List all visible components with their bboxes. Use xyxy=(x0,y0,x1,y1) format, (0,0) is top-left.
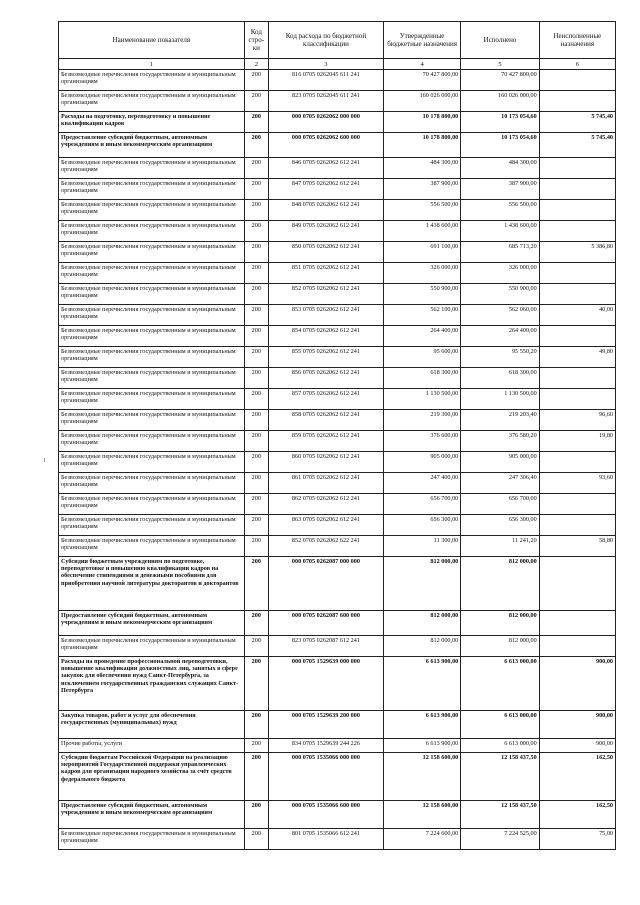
line-code-cell: 200 xyxy=(244,494,268,515)
executed-amount-cell: 905 000,00 xyxy=(461,452,539,473)
unexecuted-amount-cell: 93,60 xyxy=(539,473,615,494)
budget-code-cell: 860 0705 0262062 612 241 xyxy=(268,452,383,473)
indicator-name-cell: Безвозмездные перечисления государственным и муниципальным организациям xyxy=(59,515,245,536)
line-code-cell: 200 xyxy=(244,133,268,158)
table-row xyxy=(59,112,616,133)
line-code-cell: 200 xyxy=(244,368,268,389)
indicator-name-cell: Безвозмездные перечисления государственным и муниципальным организациям xyxy=(59,410,245,431)
unexecuted-amount-cell xyxy=(539,70,615,91)
executed-amount-cell: 264 400,00 xyxy=(461,326,539,347)
line-code-cell: 200 xyxy=(244,711,268,739)
budget-code-cell: 000 0705 1535066 600 000 xyxy=(268,801,383,829)
table-row xyxy=(59,410,616,431)
budget-code-cell: 816 0705 0262045 611 241 xyxy=(268,70,383,91)
line-code-cell: 200 xyxy=(244,221,268,242)
executed-amount-cell: 247 306,40 xyxy=(461,473,539,494)
indicator-name-cell: Субсидии бюджетам Российской Федерации на реализацию мероприятий Государственной поддержки управленческих кадров для организации народного хозяйства за счёт средств федерального бюджета xyxy=(59,753,245,801)
approved-amount-cell: 1 130 500,00 xyxy=(383,389,460,410)
budget-code-cell: 847 0705 0262062 612 241 xyxy=(268,179,383,200)
line-code-cell: 200 xyxy=(244,636,268,657)
budget-code-cell: 863 0705 0262062 612 241 xyxy=(268,515,383,536)
budget-code-cell: 823 0705 0262087 612 241 xyxy=(268,636,383,657)
table-row xyxy=(59,305,616,326)
indicator-name-cell: Предоставление субсидий бюджетным, автономным учреждениям и иным некоммерческим организациям xyxy=(59,611,245,636)
executed-amount-cell: 562 060,00 xyxy=(461,305,539,326)
line-code-cell: 200 xyxy=(244,739,268,753)
unexecuted-amount-cell: 49,80 xyxy=(539,347,615,368)
indicator-name-cell: Безвозмездные перечисления государственным и муниципальным организациям xyxy=(59,221,245,242)
line-code-cell: 200 xyxy=(244,305,268,326)
executed-amount-cell: 1 438 600,00 xyxy=(461,221,539,242)
header-indicator-name: Наименование показателя xyxy=(59,22,245,59)
table-row xyxy=(59,611,616,636)
budget-code-cell: 000 0705 0262062 600 000 xyxy=(268,133,383,158)
executed-amount-cell: 6 613 000,00 xyxy=(461,657,539,711)
unexecuted-amount-cell: 40,00 xyxy=(539,305,615,326)
unexecuted-amount-cell xyxy=(539,389,615,410)
table-row xyxy=(59,326,616,347)
approved-amount-cell: 12 158 600,00 xyxy=(383,801,460,829)
table-row xyxy=(59,221,616,242)
table-row xyxy=(59,829,616,850)
line-code-cell: 200 xyxy=(244,801,268,829)
table-row xyxy=(59,179,616,200)
indicator-name-cell: Безвозмездные перечисления государственным и муниципальным организациям xyxy=(59,158,245,179)
header-budget-code: Код расхода по бюджетной классификации xyxy=(268,22,383,59)
budget-code-cell: 856 0705 0262062 612 241 xyxy=(268,368,383,389)
budget-code-cell: 801 0705 1535066 612 241 xyxy=(268,829,383,850)
approved-amount-cell: 562 100,00 xyxy=(383,305,460,326)
line-code-cell: 200 xyxy=(244,91,268,112)
line-code-cell: 200 xyxy=(244,611,268,636)
executed-amount-cell: 12 158 437,50 xyxy=(461,753,539,801)
unexecuted-amount-cell xyxy=(539,221,615,242)
table-row xyxy=(59,452,616,473)
table-row xyxy=(59,389,616,410)
approved-amount-cell: 10 178 800,00 xyxy=(383,133,460,158)
approved-amount-cell: 7 224 600,00 xyxy=(383,829,460,850)
column-number: 6 xyxy=(539,59,615,70)
indicator-name-cell: Безвозмездные перечисления государственным и муниципальным организациям xyxy=(59,91,245,112)
budget-code-cell: 850 0705 0262062 612 241 xyxy=(268,242,383,263)
indicator-name-cell: Безвозмездные перечисления государственным и муниципальным организациям xyxy=(59,494,245,515)
approved-amount-cell: 11 300,00 xyxy=(383,536,460,557)
unexecuted-amount-cell: 5 386,80 xyxy=(539,242,615,263)
table-row xyxy=(59,242,616,263)
line-code-cell: 200 xyxy=(244,557,268,611)
line-code-cell: 200 xyxy=(244,753,268,801)
unexecuted-amount-cell xyxy=(539,179,615,200)
line-code-cell: 200 xyxy=(244,657,268,711)
line-code-cell: 200 xyxy=(244,284,268,305)
executed-amount-cell: 387 900,00 xyxy=(461,179,539,200)
table-row xyxy=(59,557,616,611)
line-code-cell: 200 xyxy=(244,515,268,536)
executed-amount-cell: 656 300,00 xyxy=(461,515,539,536)
budget-code-cell: 846 0705 0262062 612 241 xyxy=(268,158,383,179)
indicator-name-cell: Безвозмездные перечисления государственным и муниципальным организациям xyxy=(59,368,245,389)
header-unexecuted: Неисполненные назначения xyxy=(539,22,615,59)
approved-amount-cell: 160 026 000,00 xyxy=(383,91,460,112)
approved-amount-cell: 264 400,00 xyxy=(383,326,460,347)
line-code-cell: 200 xyxy=(244,326,268,347)
approved-amount-cell: 812 000,00 xyxy=(383,636,460,657)
indicator-name-cell: Расходы на подготовку, переподготовку и повышение квалификации кадров xyxy=(59,112,245,133)
budget-code-cell: 848 0705 0262062 612 241 xyxy=(268,200,383,221)
table-row xyxy=(59,263,616,284)
approved-amount-cell: 326 000,00 xyxy=(383,263,460,284)
unexecuted-amount-cell xyxy=(539,452,615,473)
unexecuted-amount-cell xyxy=(539,91,615,112)
table-row xyxy=(59,711,616,739)
approved-amount-cell: 812 000,00 xyxy=(383,557,460,611)
approved-amount-cell: 618 300,00 xyxy=(383,368,460,389)
indicator-name-cell: Предоставление субсидий бюджетным, автономным учреждениям и иным некоммерческим организациям xyxy=(59,801,245,829)
indicator-name-cell: Предоставление субсидий бюджетным, автономным учреждениям и иным некоммерческим организациям xyxy=(59,133,245,158)
executed-amount-cell: 6 613 000,00 xyxy=(461,739,539,753)
line-code-cell: 200 xyxy=(244,410,268,431)
approved-amount-cell: 95 600,00 xyxy=(383,347,460,368)
unexecuted-amount-cell: 19,80 xyxy=(539,431,615,452)
indicator-name-cell: Безвозмездные перечисления государственным и муниципальным организациям xyxy=(59,263,245,284)
header-executed: Исполнено xyxy=(461,22,539,59)
approved-amount-cell: 656 300,00 xyxy=(383,515,460,536)
table-row xyxy=(59,200,616,221)
executed-amount-cell: 812 000,00 xyxy=(461,557,539,611)
unexecuted-amount-cell: 900,00 xyxy=(539,657,615,711)
line-code-cell: 200 xyxy=(244,112,268,133)
unexecuted-amount-cell xyxy=(539,515,615,536)
approved-amount-cell: 219 300,00 xyxy=(383,410,460,431)
executed-amount-cell: 618 300,00 xyxy=(461,368,539,389)
column-number: 4 xyxy=(383,59,460,70)
budget-code-cell: 852 0705 0262062 612 241 xyxy=(268,284,383,305)
unexecuted-amount-cell: 5 745,40 xyxy=(539,133,615,158)
indicator-name-cell: Безвозмездные перечисления государственным и муниципальным организациям xyxy=(59,431,245,452)
approved-amount-cell: 6 613 900,00 xyxy=(383,657,460,711)
budget-code-cell: 823 0705 0262045 611 241 xyxy=(268,91,383,112)
budget-code-cell: 854 0705 0262062 612 241 xyxy=(268,326,383,347)
table-row xyxy=(59,753,616,801)
unexecuted-amount-cell xyxy=(539,200,615,221)
executed-amount-cell: 484 300,00 xyxy=(461,158,539,179)
approved-amount-cell: 691 100,00 xyxy=(383,242,460,263)
budget-code-cell: 857 0705 0262062 612 241 xyxy=(268,389,383,410)
table-row xyxy=(59,284,616,305)
indicator-name-cell: Безвозмездные перечисления государственным и муниципальным организациям xyxy=(59,536,245,557)
unexecuted-amount-cell: 900,00 xyxy=(539,711,615,739)
column-number: 1 xyxy=(59,59,245,70)
executed-amount-cell: 556 500,00 xyxy=(461,200,539,221)
line-code-cell: 200 xyxy=(244,200,268,221)
unexecuted-amount-cell xyxy=(539,284,615,305)
budget-code-cell: 862 0705 0262062 612 241 xyxy=(268,494,383,515)
table-row xyxy=(59,70,616,91)
indicator-name-cell: Безвозмездные перечисления государственным и муниципальным организациям xyxy=(59,473,245,494)
approved-amount-cell: 812 000,00 xyxy=(383,611,460,636)
unexecuted-amount-cell: 58,80 xyxy=(539,536,615,557)
budget-code-cell: 851 0705 0262062 612 241 xyxy=(268,263,383,284)
header-row xyxy=(59,22,616,59)
approved-amount-cell: 12 158 600,00 xyxy=(383,753,460,801)
column-number: 5 xyxy=(461,59,539,70)
line-code-cell: 200 xyxy=(244,536,268,557)
executed-amount-cell: 10 173 054,60 xyxy=(461,112,539,133)
header-line-code: Код стро-ки xyxy=(244,22,268,59)
budget-code-cell: 834 0705 1529639 244 226 xyxy=(268,739,383,753)
budget-code-cell: 861 0705 0262062 612 241 xyxy=(268,473,383,494)
line-code-cell: 200 xyxy=(244,263,268,284)
table-row xyxy=(59,133,616,158)
unexecuted-amount-cell xyxy=(539,636,615,657)
budget-code-cell: 853 0705 0262062 612 241 xyxy=(268,305,383,326)
executed-amount-cell: 812 000,00 xyxy=(461,636,539,657)
indicator-name-cell: Безвозмездные перечисления государственным и муниципальным организациям xyxy=(59,70,245,91)
budget-code-cell: 000 0705 1535066 000 000 xyxy=(268,753,383,801)
table-row xyxy=(59,494,616,515)
unexecuted-amount-cell: 96,60 xyxy=(539,410,615,431)
line-code-cell: 200 xyxy=(244,70,268,91)
table-row xyxy=(59,347,616,368)
executed-amount-cell: 550 900,00 xyxy=(461,284,539,305)
table-row xyxy=(59,431,616,452)
table-row xyxy=(59,536,616,557)
unexecuted-amount-cell xyxy=(539,158,615,179)
table-row xyxy=(59,636,616,657)
budget-code-cell: 852 0705 0262062 622 241 xyxy=(268,536,383,557)
report-page xyxy=(58,21,616,850)
column-number: 3 xyxy=(268,59,383,70)
approved-amount-cell: 556 500,00 xyxy=(383,200,460,221)
approved-amount-cell: 6 613 900,00 xyxy=(383,739,460,753)
executed-amount-cell: 685 713,20 xyxy=(461,242,539,263)
approved-amount-cell: 905 000,00 xyxy=(383,452,460,473)
unexecuted-amount-cell: 900,00 xyxy=(539,739,615,753)
budget-code-cell: 000 0705 0262087 000 000 xyxy=(268,557,383,611)
approved-amount-cell: 247 400,00 xyxy=(383,473,460,494)
executed-amount-cell: 95 550,20 xyxy=(461,347,539,368)
approved-amount-cell: 387 900,00 xyxy=(383,179,460,200)
unexecuted-amount-cell xyxy=(539,494,615,515)
indicator-name-cell: Расходы на проведение профессиональной переподготовки, повышение квалификации должностных лиц, занятых в сфере закупок для обеспечения нужд Санкт-Петербурга, за исключением государственных гражданских служащих Санкт-Петербурга xyxy=(59,657,245,711)
indicator-name-cell: Безвозмездные перечисления государственным и муниципальным организациям xyxy=(59,305,245,326)
table-row xyxy=(59,515,616,536)
budget-code-cell: 000 0705 1529639 200 000 xyxy=(268,711,383,739)
line-code-cell: 200 xyxy=(244,829,268,850)
indicator-name-cell: Безвозмездные перечисления государственным и муниципальным организациям xyxy=(59,389,245,410)
unexecuted-amount-cell xyxy=(539,611,615,636)
unexecuted-amount-cell: 75,00 xyxy=(539,829,615,850)
executed-amount-cell: 812 000,00 xyxy=(461,611,539,636)
unexecuted-amount-cell xyxy=(539,326,615,347)
column-number-row xyxy=(59,59,616,70)
table-body xyxy=(59,70,616,850)
column-number: 2 xyxy=(244,59,268,70)
indicator-name-cell: Закупка товаров, работ и услуг для обеспечения государственных (муниципальных) нужд xyxy=(59,711,245,739)
unexecuted-amount-cell xyxy=(539,263,615,284)
table-row xyxy=(59,739,616,753)
line-code-cell: 200 xyxy=(244,473,268,494)
executed-amount-cell: 6 613 000,00 xyxy=(461,711,539,739)
table-row xyxy=(59,368,616,389)
line-code-cell: 200 xyxy=(244,431,268,452)
approved-amount-cell: 656 700,00 xyxy=(383,494,460,515)
budget-code-cell: 859 0705 0262062 612 241 xyxy=(268,431,383,452)
executed-amount-cell: 11 241,20 xyxy=(461,536,539,557)
executed-amount-cell: 70 427 800,00 xyxy=(461,70,539,91)
approved-amount-cell: 6 613 900,00 xyxy=(383,711,460,739)
executed-amount-cell: 160 026 000,00 xyxy=(461,91,539,112)
indicator-name-cell: Безвозмездные перечисления государственным и муниципальным организациям xyxy=(59,452,245,473)
budget-code-cell: 855 0705 0262062 612 241 xyxy=(268,347,383,368)
indicator-name-cell: Прочие работы, услуги xyxy=(59,739,245,753)
indicator-name-cell: Безвозмездные перечисления государственным и муниципальным организациям xyxy=(59,179,245,200)
unexecuted-amount-cell: 5 745,40 xyxy=(539,112,615,133)
header-approved: Утвержденные бюджетные назначения xyxy=(383,22,460,59)
approved-amount-cell: 484 300,00 xyxy=(383,158,460,179)
executed-amount-cell: 656 700,00 xyxy=(461,494,539,515)
table-row xyxy=(59,473,616,494)
executed-amount-cell: 219 203,40 xyxy=(461,410,539,431)
indicator-name-cell: Безвозмездные перечисления государственным и муниципальным организациям xyxy=(59,347,245,368)
indicator-name-cell: Безвозмездные перечисления государственным и муниципальным организациям xyxy=(59,326,245,347)
line-code-cell: 200 xyxy=(244,179,268,200)
unexecuted-amount-cell xyxy=(539,368,615,389)
unexecuted-amount-cell: 162,50 xyxy=(539,801,615,829)
approved-amount-cell: 376 600,00 xyxy=(383,431,460,452)
table-row xyxy=(59,158,616,179)
margin-mark xyxy=(44,458,45,462)
unexecuted-amount-cell: 162,50 xyxy=(539,753,615,801)
indicator-name-cell: Безвозмездные перечисления государственным и муниципальным организациям xyxy=(59,829,245,850)
unexecuted-amount-cell xyxy=(539,557,615,611)
indicator-name-cell: Безвозмездные перечисления государственным и муниципальным организациям xyxy=(59,284,245,305)
table-row xyxy=(59,91,616,112)
approved-amount-cell: 10 178 800,00 xyxy=(383,112,460,133)
table-row xyxy=(59,801,616,829)
table-row xyxy=(59,657,616,711)
approved-amount-cell: 550 900,00 xyxy=(383,284,460,305)
line-code-cell: 200 xyxy=(244,242,268,263)
executed-amount-cell: 7 224 525,00 xyxy=(461,829,539,850)
line-code-cell: 200 xyxy=(244,158,268,179)
budget-code-cell: 000 0705 0262062 000 000 xyxy=(268,112,383,133)
approved-amount-cell: 70 427 800,00 xyxy=(383,70,460,91)
budget-code-cell: 000 0705 0262087 600 000 xyxy=(268,611,383,636)
line-code-cell: 200 xyxy=(244,347,268,368)
line-code-cell: 200 xyxy=(244,452,268,473)
executed-amount-cell: 12 158 437,50 xyxy=(461,801,539,829)
executed-amount-cell: 10 173 054,60 xyxy=(461,133,539,158)
budget-code-cell: 000 0705 1529639 000 000 xyxy=(268,657,383,711)
executed-amount-cell: 1 130 500,00 xyxy=(461,389,539,410)
indicator-name-cell: Безвозмездные перечисления государственным и муниципальным организациям xyxy=(59,200,245,221)
line-code-cell: 200 xyxy=(244,389,268,410)
indicator-name-cell: Субсидии бюджетным учреждениям по подготовке, переподготовке и повышению квалификации кадров на обеспечение стипендиями и денежными пособиями для приобретения научной литературы докторантов и докторантов xyxy=(59,557,245,611)
executed-amount-cell: 326 000,00 xyxy=(461,263,539,284)
budget-code-cell: 849 0705 0262062 612 241 xyxy=(268,221,383,242)
executed-amount-cell: 376 580,20 xyxy=(461,431,539,452)
indicator-name-cell: Безвозмездные перечисления государственным и муниципальным организациям xyxy=(59,242,245,263)
budget-code-cell: 858 0705 0262062 612 241 xyxy=(268,410,383,431)
approved-amount-cell: 1 438 600,00 xyxy=(383,221,460,242)
budget-execution-table xyxy=(58,21,616,850)
indicator-name-cell: Безвозмездные перечисления государственным и муниципальным организациям xyxy=(59,636,245,657)
